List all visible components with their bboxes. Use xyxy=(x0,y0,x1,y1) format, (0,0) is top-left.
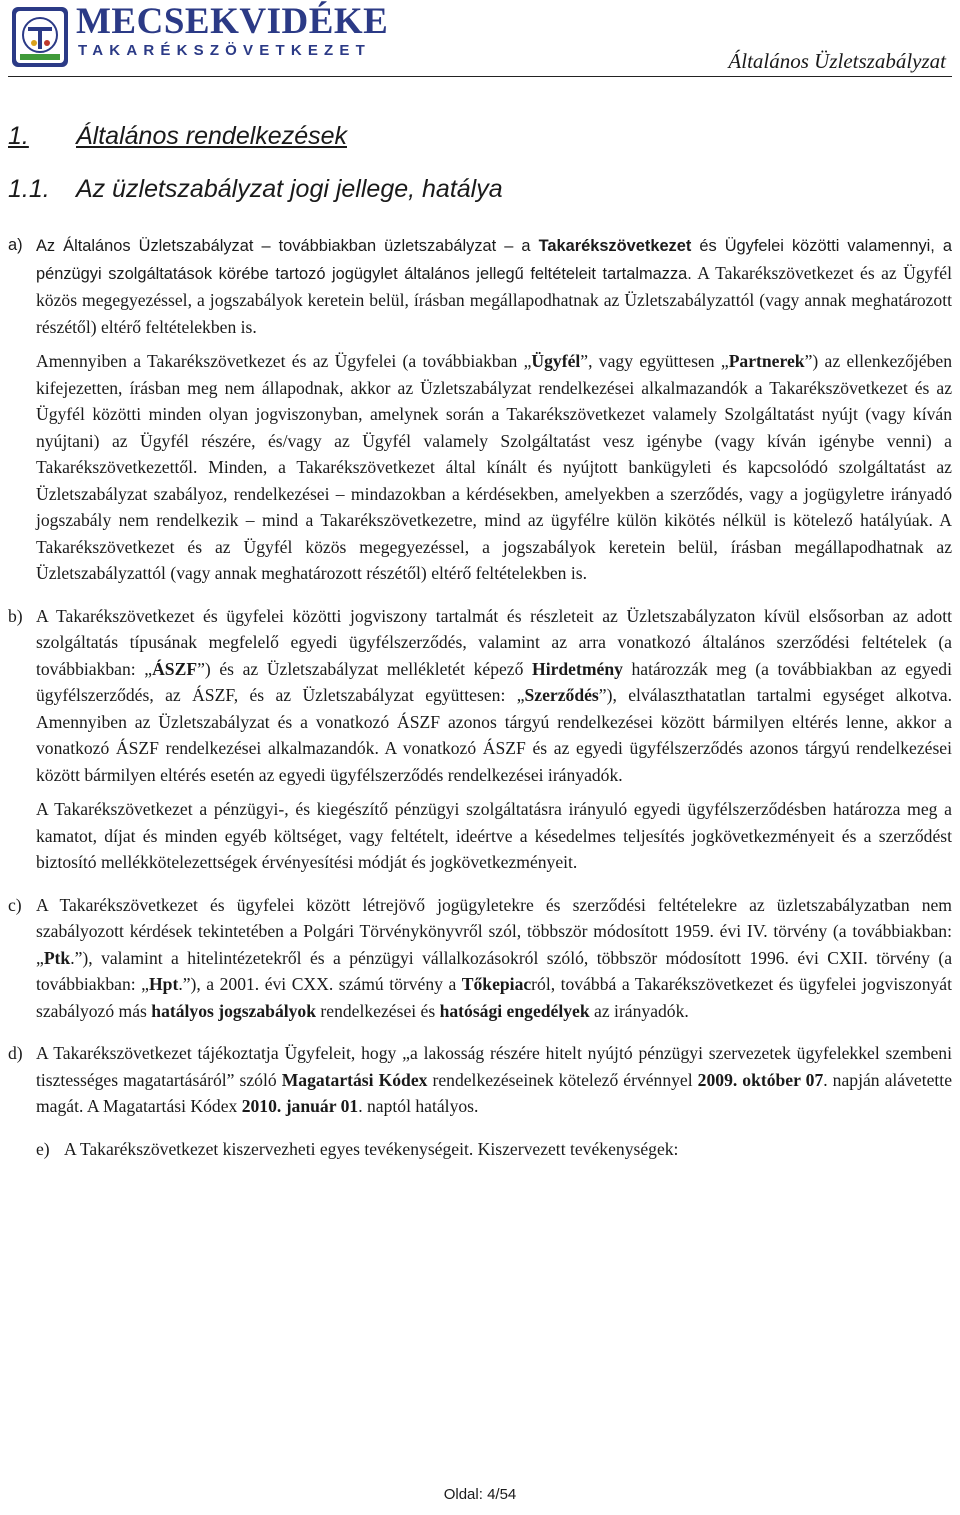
item-label: a) xyxy=(8,236,23,254)
section-heading xyxy=(8,120,347,152)
text-run: .”), valamint a hitelintézetekről és a pénzügyi vállalkozásokról szóló, többször módosított 1996. évi CXII. törvény (a továbbiakban: „ xyxy=(36,947,952,994)
paragraph xyxy=(36,603,952,789)
subsection-heading xyxy=(8,173,503,205)
item-label: b) xyxy=(8,605,23,626)
text-bold: Partnerek xyxy=(728,351,805,371)
text-run: ról, továbbá a Takarékszövetkezet és ügyfelei jogviszonyát szabályozó más xyxy=(36,974,952,1021)
text-run: rendelkezései és xyxy=(316,1000,440,1021)
document-title: Általános Üzletszabályzat xyxy=(728,49,946,73)
bank-logo-icon xyxy=(10,5,70,69)
text-bold: Magatartási Kódex xyxy=(281,1069,428,1090)
text-run: A Takarékszövetkezet és az Ügyfél közös megegyezéssel, a jogszabályok keretein belül, írásban megállapodhatnak az Üzletszabályzattól (vagy annak meghatározott részétől) eltérő feltételekben is. xyxy=(36,262,952,337)
text-run: Az Általános Üzletszabályzat – továbbiakban üzletszabályzat – a xyxy=(36,237,539,255)
page-header xyxy=(0,0,960,80)
list-item-a xyxy=(8,232,952,595)
document-body xyxy=(8,232,952,1162)
text-run: rendelkezéseinek kötelező érvénnyel xyxy=(427,1069,698,1090)
text-run: A Takarékszövetkezet és ügyfelei között létrejövő jogügyletekre és szerződési feltételekre az üzletszabályzatban nem szabályozott kérdések tekintetében a Polgári Törvénykönyvről szól, többször módosított 1959. évi IV. törvény (a továbbiakban: „ xyxy=(36,894,952,968)
text-bold: Hirdetmény xyxy=(532,658,623,679)
section-title: Általános rendelkezések xyxy=(76,122,347,150)
text-run: az irányadók. xyxy=(589,1000,689,1021)
item-label: d) xyxy=(8,1043,23,1063)
paragraph xyxy=(36,232,952,340)
text-run: ”, vagy együttesen „ xyxy=(580,351,729,371)
text-bold: hatályos jogszabályok xyxy=(151,1000,317,1021)
text-bold: Ptk xyxy=(43,947,71,968)
paragraph xyxy=(36,1040,952,1120)
text-run: és Ügyfelei közötti valamennyi, a pénzügyi szolgáltatások körébe tartozó jogügylet általános jellegű feltételeit tartalmazza. xyxy=(36,237,952,283)
paragraph xyxy=(36,348,952,587)
item-label: c) xyxy=(8,894,22,915)
page-number: Oldal: 4/54 xyxy=(443,1486,517,1503)
text-bold: hatósági engedélyek xyxy=(439,1000,590,1021)
list-item-e xyxy=(36,1136,952,1163)
text-run: A Takarékszövetkezet tájékoztatja Ügyfeleit, hogy „a lakosság részére hitelt nyújtó pénzügyi szervezetek ügyfelekkel szembeni tisztességes magatartásáról” szóló xyxy=(36,1043,952,1090)
logo-name: MECSEKVIDÉKE xyxy=(76,1,389,42)
text-bold: Ügyfél xyxy=(531,351,581,371)
text-bold: 2009. október 07 xyxy=(697,1069,824,1090)
text-run: . napján alávetette magát. A Magatartási Kódex xyxy=(36,1069,953,1116)
header-divider xyxy=(8,76,952,77)
list-item-d xyxy=(8,1040,952,1128)
text-run: .”), a 2001. évi CXX. számú törvény a xyxy=(178,974,462,994)
text-run: Amennyiben a Takarékszövetkezet és az Ügyfelei (a továbbiakban „ xyxy=(36,351,532,371)
text-run: ”) az ellenkezőjében kifejezetten, írásban meg nem állapodnak, akkor az Üzletszabályzat rendelkezései alkalmazandók a Takarékszövetkezet és az Ügyfél közötti minden olyan jogviszonyban, amelynek során a Takarékszövetkezet valamely Szolgáltatást nyújt (vagy kíván nyújtani) az Ügyfél részére, és/vagy az Ügyfél valamely Szolgáltatást vesz igénybe (vagy kíván igénybe venni) a Takarékszövetkezettől. Minden, a Takarékszövetkezet által kínált és nyújtott bankügyleti és kapcsolódó szolgáltatást az Üzletszabályzat szabályoz, rendelkezései – mindazokban a kérdésekben, amelyekben a szerződés, vagy a jogügyletre irányadó jogszabály nem rendelkezik – mind a Takarékszövetkezetre, mind az ügyfélre külön kikötés nélkül is kötelező hatályúak. A Takarékszövetkezet és az Ügyfél közös megegyezéssel, a jogszabályok keretein belül, írásban megállapodhatnak az Üzletszabályzattól (vagy annak meghatározott részétől) eltérő feltételekben is. xyxy=(36,351,952,583)
item-content xyxy=(36,232,952,595)
list-item-b xyxy=(8,603,952,884)
text-run: A Takarékszövetkezet és ügyfelei közötti jogviszony tartalmát és részleteit az Üzletszabályzaton kívül elsősorban az adott szolgáltatás típusának megfelelő egyedi ügyfélszerződés, valamint az arra vonatkozó általános szerződési feltételek (a továbbiakban: „ xyxy=(36,605,952,679)
text-run: ”), elválaszthatatlan tartalmi egységet alkotva. Amennyiben az Üzletszabályzat és a vonatkozó ÁSZF azonos tárgyú rendelkezései között bármilyen eltérés lenne, akkor a vonatkozó ÁSZF rendelkezései alkalmazandók. A vonatkozó ÁSZF és az egyedi ügyfélszerződés azonos tárgyú rendelkezései között bármilyen eltérés esetén az egyedi ügyfélszerződés rendelkezései irányadók. xyxy=(36,685,953,785)
text-bold: Hpt xyxy=(148,974,179,994)
paragraph xyxy=(36,892,952,1025)
subsection-number: 1.1. xyxy=(8,175,50,203)
item-label: e) xyxy=(36,1138,50,1159)
paragraph: A Takarékszövetkezet a pénzügyi-, és kiegészítő pénzügyi szolgáltatásra irányuló egyedi ügyfélszerződésben határozza meg a kamatot, díjat és minden egyéb költséget, vagy feltételt, ideértve a késedelmes teljesítés jogkövetkezményeit és a szerződést biztosító mellékkötelezettségek érvényesítési módját és jogkövetkezményeit. xyxy=(36,799,952,872)
text-bold: Takarékszövetkezet xyxy=(538,237,692,255)
item-content xyxy=(36,892,952,1033)
text-bold: Szerződés xyxy=(524,685,599,705)
text-run: határozzák meg (a továbbiakban az egyedi ügyfélszerződés, az ÁSZF, és az Üzletszabályzat együttesen: „ xyxy=(36,658,952,705)
logo-subtitle: TAKARÉKSZÖVETKEZET xyxy=(78,42,371,59)
section-number: 1. xyxy=(8,122,29,150)
text-bold: ÁSZF xyxy=(152,658,198,679)
text-bold: 2010. január 01 xyxy=(241,1096,359,1116)
text-run: ”) és az Üzletszabályzat mellékletét képező xyxy=(197,658,533,679)
item-content xyxy=(36,1040,952,1128)
text-bold: Tőkepiac xyxy=(461,974,532,994)
text-run: . naptól hatályos. xyxy=(358,1096,479,1116)
list-item-c xyxy=(8,892,952,1033)
subsection-title: Az üzletszabályzat jogi jellege, hatálya xyxy=(76,175,503,203)
item-content: A Takarékszövetkezet kiszervezheti egyes tevékenységeit. Kiszervezett tevékenységek: xyxy=(64,1138,679,1159)
item-content xyxy=(36,603,952,884)
